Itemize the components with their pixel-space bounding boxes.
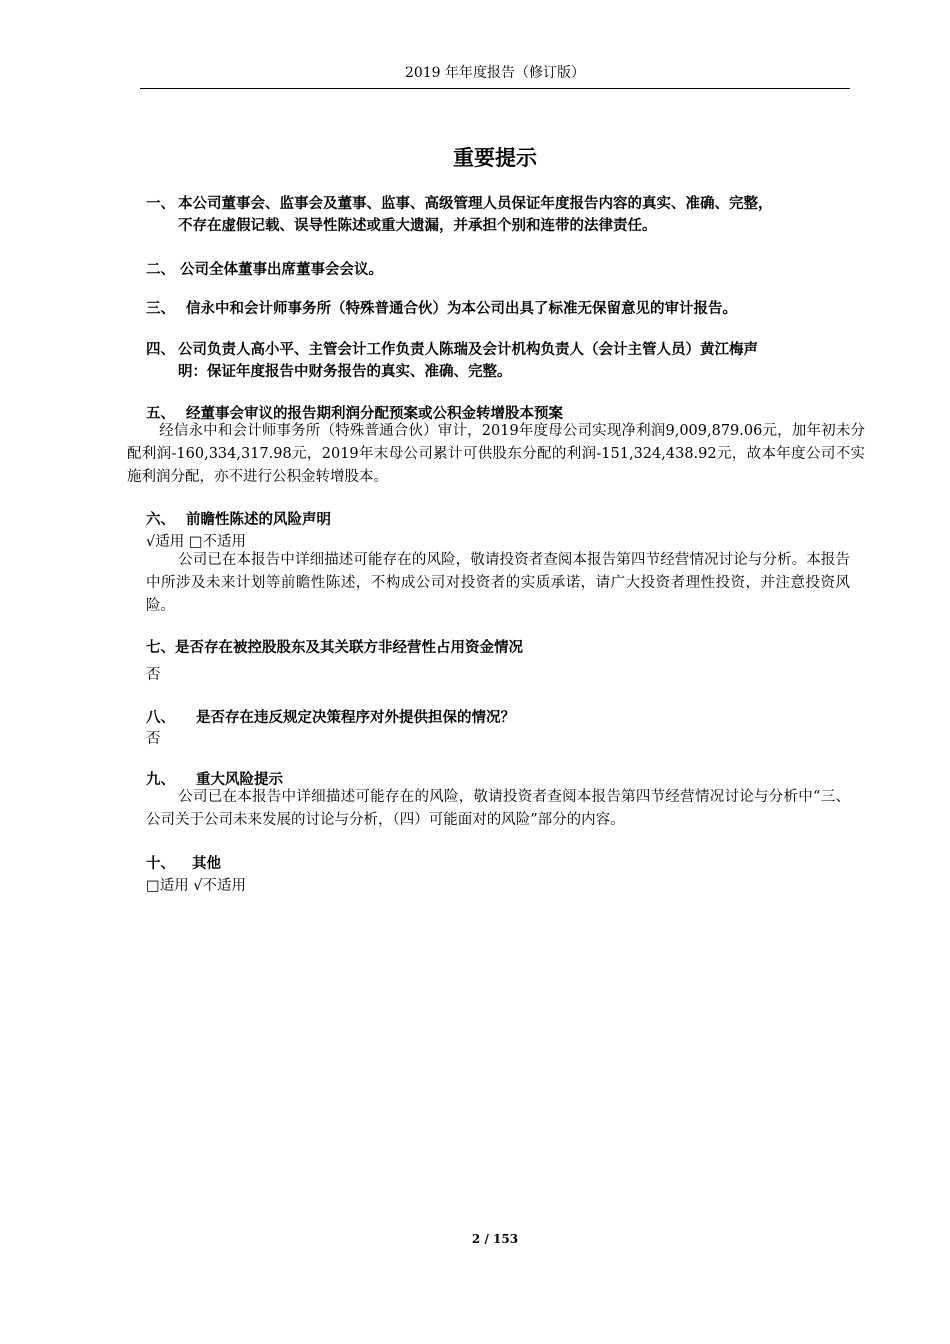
item-7-heading: 七、是否存在被控股股东及其关联方非经营性占用资金情况 [146, 640, 523, 656]
item-2: 二、 公司全体董事出席董事会会议。 [146, 262, 384, 278]
item-1-number: 一、 [146, 196, 175, 212]
item-9-number: 九、 [146, 772, 175, 788]
item-4-line1: 公司负责人高小平、主管会计工作负责人陈瑞及会计机构负责人（会计主管人员）黄江梅声 [178, 342, 758, 358]
item-7-answer: 否 [146, 667, 161, 683]
item-8-heading: 是否存在违反规定决策程序对外提供担保的情况？ [196, 710, 515, 726]
item-10-applicability: □适用 √不适用 [146, 878, 247, 894]
item-8-answer: 否 [146, 731, 161, 747]
item-5-body-text: 经信永中和会计师事务所（特殊普通合伙）审计，2019年度母公司实现净利润9,009,879.06元，加年初未分配利润-160,334,317.98元，2019年末母公司累计可供股东分配的利润-151,324,438.92元，故本年度公司不实施利润分配，亦不进行公积金转增股本。 [127, 423, 865, 485]
page-title: 重要提示 [453, 146, 537, 170]
item-9-body-text: 公司已在本报告中详细描述可能存在的风险，敬请投资者查阅本报告第四节经营情况讨论与分析中“三、公司关于公司未来发展的讨论与分析，（四）可能面对的风险”部分的内容。 [146, 789, 850, 828]
header-divider [140, 88, 850, 89]
item-1-line2: 不存在虚假记载、误导性陈述或重大遗漏，并承担个别和连带的法律责任。 [178, 218, 657, 234]
item-9-body [146, 786, 850, 832]
item-3-number: 三、 [146, 301, 175, 317]
item-9-heading: 重大风险提示 [196, 772, 283, 788]
item-10-heading: 其他 [192, 856, 221, 872]
item-5-heading: 经董事会审议的报告期利润分配预案或公积金转增股本预案 [186, 406, 563, 422]
item-4-line2: 明：保证年度报告中财务报告的真实、准确、完整。 [178, 364, 512, 380]
item-10-number: 十、 [146, 856, 175, 872]
item-3-text: 信永中和会计师事务所（特殊普通合伙）为本公司出具了标准无保留意见的审计报告。 [186, 301, 737, 317]
item-6-heading: 前瞻性陈述的风险声明 [186, 512, 331, 528]
item-4-number: 四、 [146, 342, 175, 358]
item-6-body-text: 公司已在本报告中详细描述可能存在的风险，敬请投资者查阅本报告第四节经营情况讨论与分析。本报告中所涉及未来计划等前瞻性陈述，不构成公司对投资者的实质承诺，请广大投资者理性投资，并注意投资风险。 [146, 552, 850, 614]
item-6-body [146, 549, 850, 618]
running-header: 2019 年年度报告（修订版） [404, 65, 586, 81]
page-number: 2 / 153 [471, 1232, 519, 1246]
item-6-number: 六、 [146, 512, 175, 528]
item-5-number: 五、 [146, 406, 175, 422]
item-8-number: 八、 [146, 710, 175, 726]
item-6-applicability: √适用 □不适用 [146, 534, 247, 550]
item-5-body [127, 420, 865, 489]
item-1-line1: 本公司董事会、监事会及董事、监事、高级管理人员保证年度报告内容的真实、准确、完整， [178, 196, 773, 212]
